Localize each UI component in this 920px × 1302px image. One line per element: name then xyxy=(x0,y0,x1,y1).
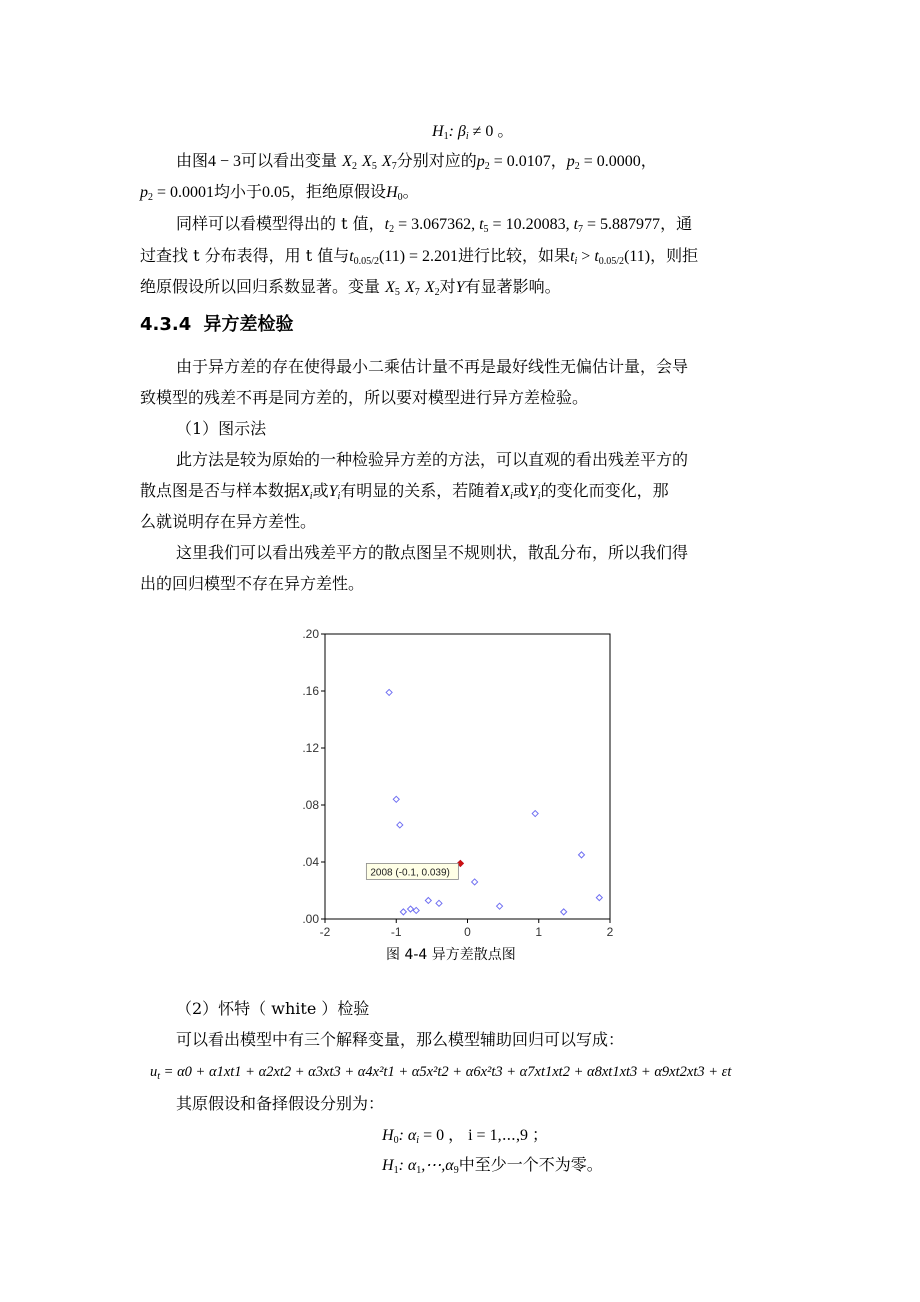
conclusion-line-1: 这里我们可以看出残差平方的散点图呈不规则状，散乱分布，所以我们得 xyxy=(176,543,689,562)
tvalue-line-2: 过查找 t 分布表得，用 t 值与$t_{0.05/2}(11) = 2.201$进行比较，如果$t_i > t_{0.05/2}(11)$，则拒 xyxy=(140,246,699,267)
white-auxiliary-equation: $u_t = \alpha 0 + \alpha 1xt1 + \alpha 2xt2 + \alpha 3xt3 + \alpha 4x^2t1 + \alpha 5x^2t2 + \alpha 6x^2t3 + \alpha 7xt1xt2 + \alpha 8xt1xt3 + \alpha 9xt2xt3 + \varepsilon t$ xyxy=(150,1064,732,1082)
x-tick-label: 0 xyxy=(464,925,471,939)
y-tick-label: .20 xyxy=(302,627,319,641)
x-tick-label: -1 xyxy=(390,925,402,939)
method-1-line-1: 此方法是较为原始的一种检验异方差的方法，可以直观的看出残差平方的 xyxy=(176,450,689,469)
figure-caption: 图 4-4 异方差散点图 xyxy=(386,947,516,963)
hypothesis-h1: $H_1$: $\beta_i \ne 0$ 。 xyxy=(432,123,514,142)
method-1-title: （1）图示法 xyxy=(176,419,267,438)
method-2-line-1: 可以看出模型中有三个解释变量，那么模型辅助回归可以写成： xyxy=(176,1030,625,1049)
residual-scatter-chart xyxy=(290,624,630,944)
tvalue-line-3: 绝原假设所以回归系数显著。变量 $X_5$ $X_7$ $X_2$对Y有显著影响。 xyxy=(140,277,561,298)
pvalue-line-1: 由图4 − 3可以看出变量 $X_2$ $X_5$ $X_7$分别对应的$p_2 = 0.0107$，$p_2 = 0.0000$， xyxy=(176,151,657,172)
x-tick-label: 1 xyxy=(535,925,543,939)
tvalue-line-1: 同样可以看模型得出的 t 值，$t_2 = 3.067362$, $t_5 = 10.20083$, $t_7 = 5.887977$，通 xyxy=(176,214,693,235)
x-tick-label: -2 xyxy=(319,925,331,939)
y-tick-label: .08 xyxy=(302,798,319,812)
section-heading xyxy=(140,310,294,336)
highlight-tooltip xyxy=(366,860,463,879)
y-tick-label: .00 xyxy=(302,912,319,926)
y-tick-label: .12 xyxy=(302,741,319,755)
y-tick-label: .04 xyxy=(302,855,319,869)
y-axis xyxy=(302,627,325,926)
intro-line-2: 致模型的残差不再是同方差的，所以要对模型进行异方差检验。 xyxy=(140,388,589,407)
method-1-line-2: 散点图是否与样本数据$X_i$或$Y_i$有明显的关系，若随着$X_i$或$Y_i$的变化而变化，那 xyxy=(140,481,669,502)
conclusion-line-2: 出的回归模型不存在异方差性。 xyxy=(140,574,365,593)
tooltip-label: 2008 (-0.1, 0.039) xyxy=(370,867,450,879)
section-title: 异方差检验 xyxy=(203,314,294,335)
method-2-line-2: 其原假设和备择假设分别为： xyxy=(176,1094,385,1113)
alt-hypothesis: $H_1$: $\alpha_1,\cdots,\alpha_9$中至少一个不为零。 xyxy=(382,1155,603,1176)
y-tick-label: .16 xyxy=(302,684,319,698)
section-number: 4.3.4 xyxy=(140,314,192,335)
intro-line-1: 由于异方差的存在使得最小二乘估计量不再是最好线性无偏估计量，会导 xyxy=(176,357,689,376)
pvalue-line-2: $p_2 = 0.0001$均小于0.05，拒绝原假设$H_0$。 xyxy=(140,182,419,203)
x-tick-label: 2 xyxy=(606,925,614,939)
x-axis xyxy=(320,919,614,939)
method-1-line-3: 么就说明存在异方差性。 xyxy=(140,512,317,531)
null-hypothesis: $H_0$: $\alpha_i = 0$ ， i = 1,⋯,9 ； xyxy=(382,1127,548,1146)
method-2-title: （2）怀特（ white ）检验 xyxy=(176,999,370,1018)
